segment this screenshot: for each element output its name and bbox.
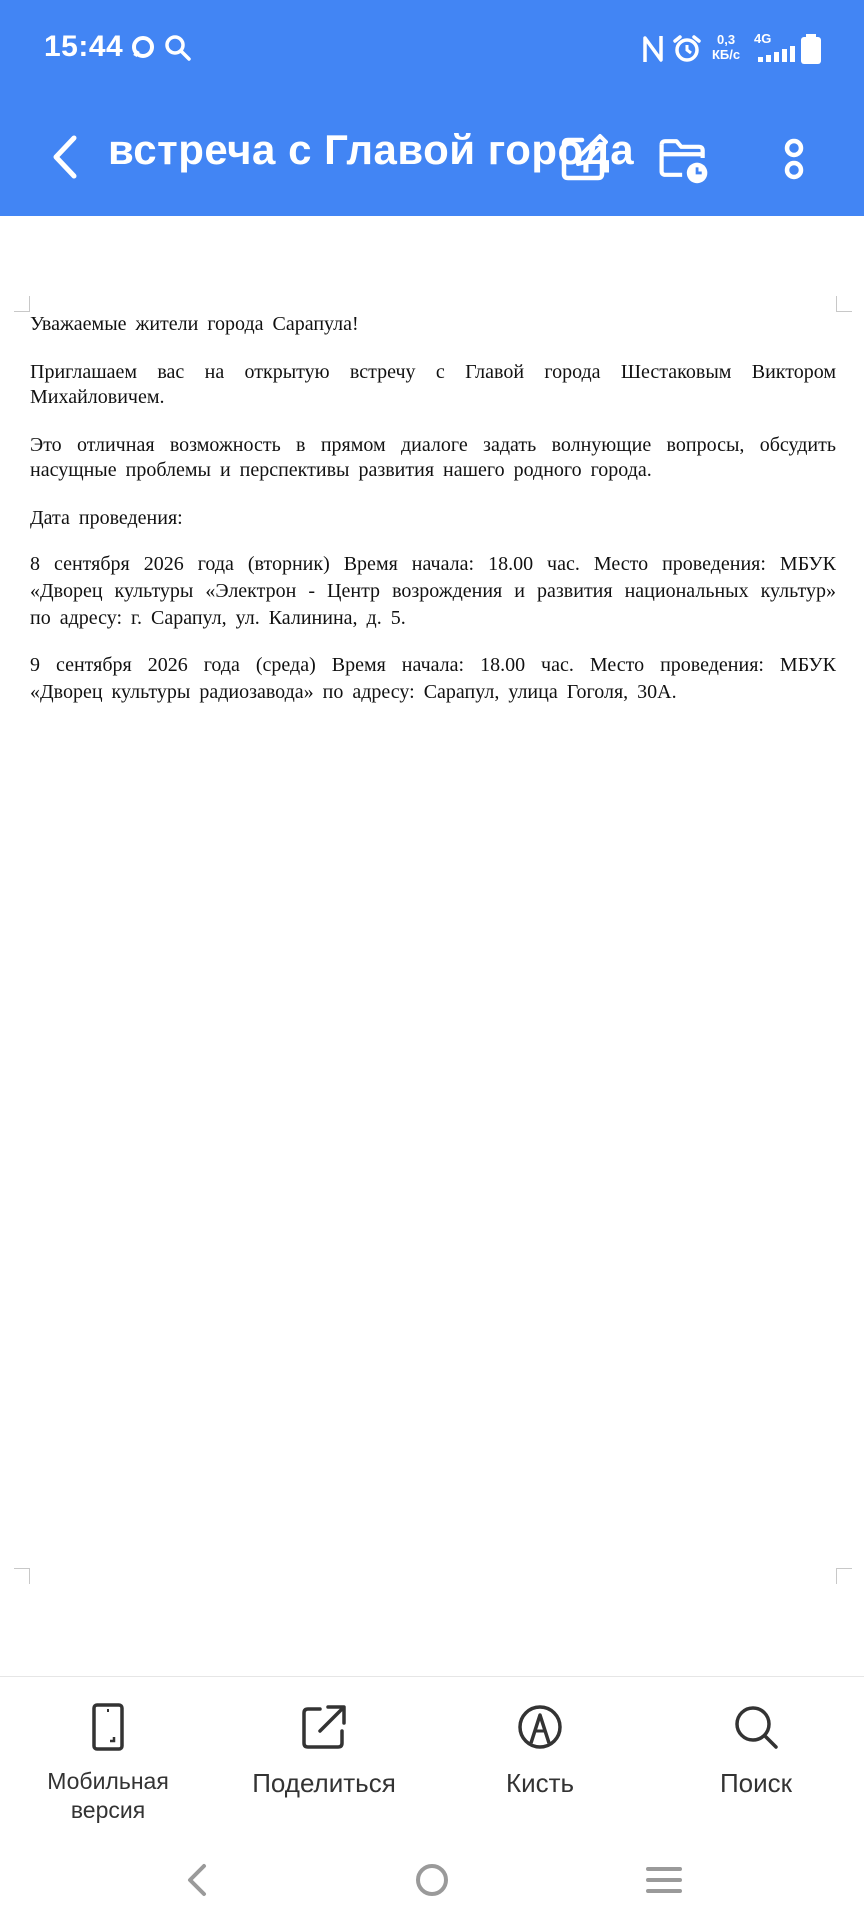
network-type: 4G [754, 31, 772, 46]
search-label: Поиск [719, 1768, 793, 1798]
signal-icon [758, 46, 798, 62]
net-speed [712, 32, 740, 62]
document-page [30, 312, 836, 728]
phone-icon [84, 1703, 132, 1751]
nav-menu-icon[interactable] [646, 1862, 682, 1898]
app-bar [0, 100, 864, 216]
net-speed-value: 0,3 [717, 32, 736, 47]
search-icon [732, 1703, 780, 1751]
nav-home-icon[interactable] [414, 1862, 450, 1898]
nav-back-icon[interactable] [182, 1862, 212, 1898]
bottom-toolbar [0, 1676, 864, 1842]
brush-label: Кисть [505, 1768, 575, 1798]
doc-paragraph: Это отличная возможность в прямом диалоге задать волнующие вопросы, обсудить насущные проблемы и перспективы развития нашего родного города. [30, 434, 836, 481]
doc-paragraph: Приглашаем вас на открытую встречу с Главой города Шестаковым Виктором Михайловичем. [30, 361, 836, 408]
search-button[interactable] [648, 1677, 864, 1843]
more-icon[interactable] [766, 130, 822, 186]
doc-paragraph: Дата проведения: [30, 507, 183, 529]
edit-icon[interactable] [556, 130, 612, 186]
nfc-icon [642, 34, 664, 64]
mobile-version-label: Мобильная версия [47, 1768, 169, 1823]
battery-icon [800, 34, 822, 64]
chat-icon [130, 34, 156, 60]
top-bar [0, 0, 864, 216]
status-time: 15:44 [44, 30, 124, 63]
net-speed-unit: КБ/с [712, 47, 741, 62]
brush-icon [516, 1703, 564, 1751]
share-icon [300, 1703, 348, 1751]
mobile-version-button[interactable] [0, 1677, 216, 1843]
status-bar [0, 0, 864, 100]
share-button[interactable] [216, 1677, 432, 1843]
crop-mark [836, 296, 852, 312]
alarm-icon [672, 34, 702, 64]
crop-mark [14, 1568, 30, 1584]
back-icon[interactable] [44, 132, 92, 182]
system-nav-bar [0, 1842, 864, 1920]
search-icon [164, 34, 192, 62]
share-label: Поделиться [252, 1768, 396, 1798]
crop-mark [14, 296, 30, 312]
crop-mark [836, 1568, 852, 1584]
document-title: встреча с Главой города [108, 126, 635, 173]
folder-clock-icon[interactable] [656, 130, 712, 186]
brush-button[interactable] [432, 1677, 648, 1843]
doc-paragraph: Уважаемые жители города Сарапула! [30, 313, 359, 335]
doc-paragraph: 8 сентября 2026 года (вторник) Время начала: 18.00 час. Место проведения: МБУК «Дворец культуры «Электрон - Центр возрождения и развития национальных культур» по адресу: г. Сарапул, ул. Калинина, д. 5. [30, 553, 836, 629]
doc-paragraph: 9 сентября 2026 года (среда) Время начала: 18.00 час. Место проведения: МБУК «Дворец культуры радиозавода» по адресу: Сарапул, улица Гоголя, 30А. [30, 654, 836, 703]
